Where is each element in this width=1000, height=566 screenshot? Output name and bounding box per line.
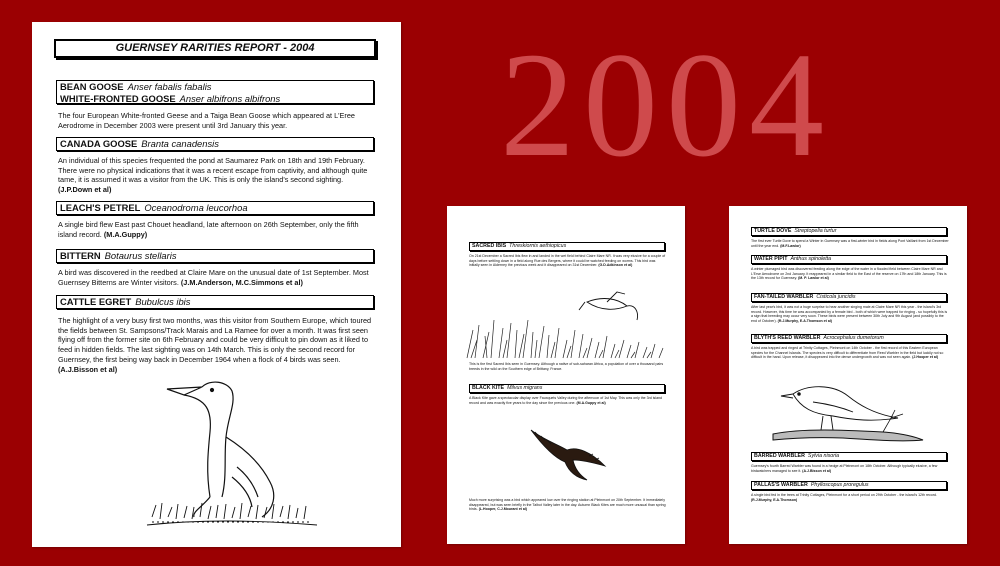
blyths-reed-warbler-illustration (773, 374, 923, 446)
species-paragraph: A single bird flew East past Chouet headland, late afternoon on 26th September, only the fifth island record. (M.A.Guppy) (58, 220, 359, 239)
section-header-water-pipit: WATER PIPIT Anthus spinoletta (751, 255, 947, 264)
cattle-egret-illustration (132, 377, 332, 537)
species-paragraph: A bird was trapped and ringed at Trinity Cottages, Pleinmont on 14th October - the first record of this Eastern European species for the Channel Islands. The species is very difficult to differentiate from Reed Warbler in the field but luckily not so difficult in the hand. Upon release, it disappeared into the dense undergrowth and was not seen again. (J.Hooper et al) (751, 346, 944, 360)
black-kite-illustration (529, 422, 609, 482)
species-paragraph: A bird was discovered in the reedbed at Claire Mare on the unusual date of 1st September. Most Guernsey Bitterns are Winter visitors. (J.M.Anderson, M.C.Simmons et al) (58, 268, 369, 287)
section-header-turtle-dove: TURTLE DOVE Streptopelia turtur (751, 227, 947, 236)
sacred-ibis-illustration (467, 290, 667, 360)
section-header-fan-tailed-warbler: FAN-TAILED WARBLER Cisticola juncidis (751, 293, 947, 302)
section-header-cattle-egret: CATTLE EGRET Bubulcus ibis (56, 295, 374, 309)
species-paragraph: The highlight of a very busy first two months, was this visitor from Southern Europe, which toured the fields between St. Sampsons/Track Marais and La Ramee for over a month. It was first seen flying off from the former site on 6th February and could be very difficult to pin down as it liked to feed in hidden fields. The last sighting was on 14th March. This is only the second record for Guernsey, the first being way back in December 1964 when a flock of 4 birds was seen. (A.J.Bisson et al) (58, 316, 372, 374)
report-page-2 (447, 206, 685, 544)
section-header-barred-warbler: BARRED WARBLER Sylvia nisoria (751, 452, 947, 461)
species-paragraph: Much more surprising was a bird which appeared low over the ringing station at Pleinmont on 20th September. It immediately disappeared, but was seen briefly in the Talbot Valley later in the day. Autumn Black Kites are much more unusual than spring birds. (L.Hooper, C.J.Mourant et al) (469, 498, 666, 512)
section-header-bittern: BITTERN Botaurus stellaris (56, 249, 374, 263)
species-paragraph: On 21st December a Sacred Ibis flew in and landed in the wet field behind Claire Mare NR. It was very elusive for a couple of days before settling down in a field along Rue des Bergers, where it could be watched feeding on worms. This bird was initially seen in Alderney the previous week and it disappeared on 31st December. (G.D.Adkinson et al) (469, 254, 666, 268)
species-paragraph: After last year's bird, it was not a huge surprise to hear another singing male at Claire Mare NR this year - the island's 3rd record. However, this time he was accompanied by a female bird - both of which were trapped for ringing - so hopefully this is a sign that breeding may occur very soon. These birds were present between 30th July and 9th August (and possibly to the end of October). (R.J.Murphy, E.A.Thomson et al) (751, 305, 948, 324)
species-paragraph: Guernsey's fourth Barred Warbler was found in a hedge at Pleinmont on 18th October. Although typically elusive, a few birdwatchers managed to see it. (A.J.Bisson et al) (751, 464, 938, 473)
report-page-3 (729, 206, 967, 544)
species-latin: Anser albifrons albifrons (179, 92, 281, 104)
species-paragraph: An individual of this species frequented the pond at Saumarez Park on 18th and 19th February. There were no physical indications that it was a recent escape from captivity, and although quite tame, it is assumed it was a visitor from the UK. This is only the island's second sighting. (J.P.Down et al) (58, 156, 368, 195)
species-paragraph: The four European White-fronted Geese and a Taiga Bean Goose which appeared at L'Eree Aerodrome in December 2003 were present until 3rd January this year. (58, 111, 355, 130)
species-paragraph: A Black Kite gave a spectacular display over Fauxquets Valley during the afternoon of 1st May. This was only the 3rd island record and was exactly five years to the day since the previous one. (M.A.Guppy et al) (469, 396, 663, 405)
species-paragraph: A winter plumaged bird was discovered feeding along the edge of the water in a flooded field between Claire Mare NR and L'Erse Aerodrome on 2nd January. It reappeared in a similar field to the East of the reserve on 17th and 18th January. This is the 13th record for Guernsey. (M. P. Lawlor et al) (751, 267, 947, 281)
species-paragraph: The first ever Turtle Dove to spend a Winter in Guernsey was a first-winter bird in fields along Pont Vaillant from 1st December until the year end. (M.F.Lawlor) (751, 239, 949, 248)
species-paragraph: This is the first Sacred Ibis seen in Guernsey. Although a native of sub-saharan Africa, a population of over a thousand pairs breeds in the wild on the Southern edge of Brittany, France. (469, 362, 664, 371)
section-header-pallass-warbler: PALLAS'S WARBLER Phylloscopus proregulus (751, 481, 947, 490)
species-name: WHITE-FRONTED GOOSE (60, 92, 176, 104)
species-latin: Anser fabalis fabalis (127, 81, 212, 92)
report-page-1 (32, 22, 401, 547)
section-header-black-kite: BLACK KITE Milvus migrans (469, 384, 665, 393)
section-header-geese (56, 80, 374, 104)
year-heading: 2004 (500, 22, 832, 188)
species-paragraph: A single bird fed in the trees at Trinity Cottages, Pleinmont for a short period on 29th October - the island's 12th record. (R.J.Murphy, E.A.Thomson) (751, 493, 938, 502)
section-header-leachs-petrel: LEACH'S PETREL Oceanodroma leucorhoa (56, 201, 374, 215)
species-name: BEAN GOOSE (60, 81, 124, 92)
report-title: GUERNSEY RARITIES REPORT - 2004 (54, 39, 376, 58)
section-header-canada-goose: CANADA GOOSE Branta canadensis (56, 137, 374, 151)
section-header-blyths-reed-warbler: BLYTH'S REED WARBLER Acrocephalus dumetorum (751, 334, 947, 343)
section-header-sacred-ibis: SACRED IBIS Threskiornis aethiopicus (469, 242, 665, 251)
